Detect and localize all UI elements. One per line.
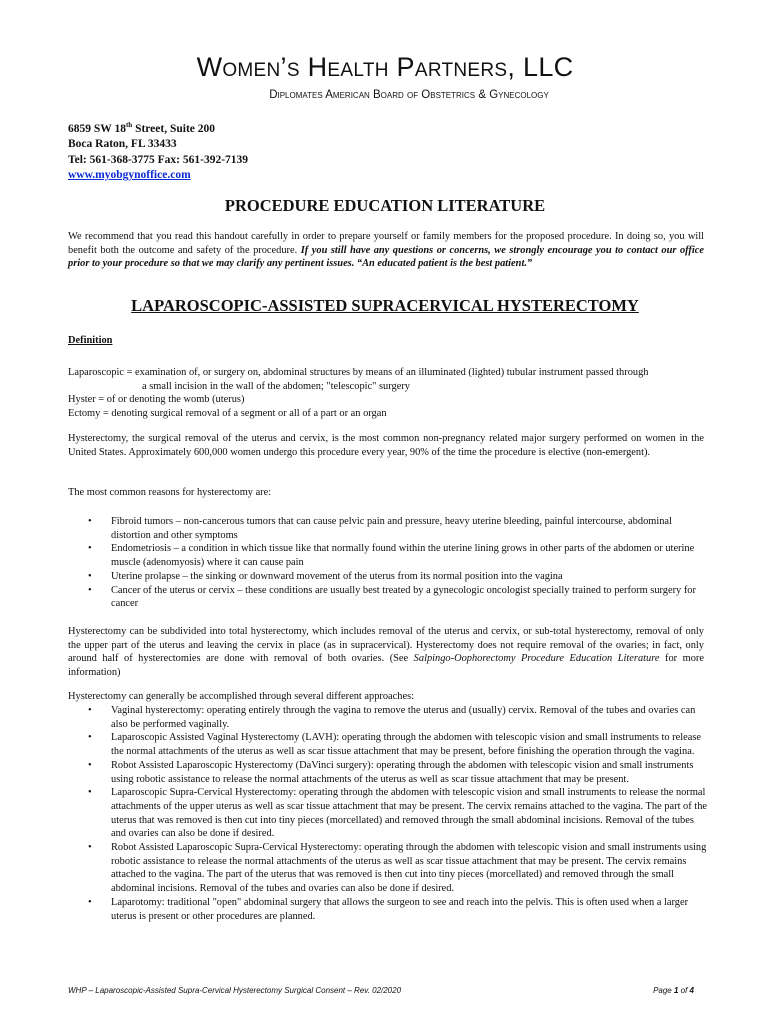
letterhead-title: Women’s Health Partners, LLC (196, 52, 574, 82)
address-line-city: Boca Raton, FL 33433 (68, 138, 177, 151)
footer-page-number: Page 1 of 4 (653, 986, 694, 995)
reasons-intro: The most common reasons for hysterectomy are: (68, 487, 272, 498)
list-item: • Robot Assisted Laparoscopic Supra-Cervical Hysterectomy: operating through the abdomen with telescopic vision and small instruments using robotic assistance to release the normal attachments of the uterus as well as scar tissue attachment that may be present. The cervix remains attached to the vagina. The part of the uterus that was removed is then cut into tiny pieces (morcellated) and removed through the small abdominal incisions. Removal of the tubes and ovaries can also be done if desired. (88, 841, 708, 896)
definition-laparoscopic-cont: a small incision in the wall of the abdomen; "telescopic" surgery (142, 380, 410, 392)
definitions-block (68, 366, 708, 421)
list-item: • Laparotomy: traditional "open" abdominal surgery that allows the surgeon to see and reach into the pelvis. This is often used when a larger uterus is present or other procedures are planned. (88, 896, 708, 923)
definition-laparoscopic: Laparoscopic = examination of, or surgery on, abdominal structures by means of an illuminated (lighted) tubular instrument passed through (68, 367, 649, 378)
literature-reference: Salpingo-Oophorectomy Procedure Education Literature (413, 653, 660, 665)
approaches-list (88, 704, 708, 923)
hysterectomy-paragraph: Hysterectomy, the surgical removal of the uterus and cervix, is the most common non-pregnancy related major surgery performed on women in the United States. Approximately 600,000 women undergo this procedure every year, 90% of the time the procedure is elective (non-emergent). (68, 433, 704, 458)
definition-ectomy: Ectomy = denoting surgical removal of a segment or all of a part or an organ (68, 408, 387, 420)
list-item: • Uterine prolapse – the sinking or downward movement of the uterus from its normal position into the vagina (88, 570, 708, 584)
definition-heading: Definition (68, 335, 113, 346)
reasons-list (88, 515, 708, 611)
procedure-heading: LAPAROSCOPIC-ASSISTED SUPRACERVICAL HYSTERECTOMY (131, 296, 639, 315)
subdivided-paragraph: Hysterectomy can be subdivided into total hysterectomy, which includes removal of the uterus and cervix, or sub-total hysterectomy, removal of only the upper part of the uterus and leaving the cervix in place (as in supracervical). Hysterectomy does not require removal of the ovaries; in fact, only around half of hysterectomies are done with removal of both ovaries. (See Salpingo-Oophorectomy Procedure Education Literature for more information) (68, 626, 704, 679)
definition-hyster: Hyster = of or denoting the womb (uterus) (68, 394, 245, 406)
list-item: • Vaginal hysterectomy: operating entirely through the vagina to remove the uterus and (usually) cervix. Removal of the tubes and ovaries can also be performed vaginally. (88, 704, 708, 731)
list-item: • Cancer of the uterus or cervix – these conditions are usually best treated by a gynecologic oncologist specially trained to perform surgery for cancer (88, 584, 708, 611)
footer-document-id: WHP – Laparoscopic-Assisted Supra-Cervical Hysterectomy Surgical Consent – Rev. 02/2020 (68, 986, 402, 995)
address-line-phone: Tel: 561-368-3775 Fax: 561-392-7139 (68, 153, 249, 166)
list-item: • Fibroid tumors – non-cancerous tumors that can cause pelvic pain and pressure, heavy uterine bleeding, painful intercourse, abdominal distortion and other symptoms (88, 515, 708, 542)
intro-paragraph: We recommend that you read this handout carefully in order to prepare yourself or family members for the proposed procedure. In doing so, you will benefit both the outcome and safety of the procedure. If you still have any questions or concerns, we strongly encourage you to contact our office prior to your procedure so that we may clarify any pertinent issues. “An educated patient is the best patient.” (68, 231, 704, 270)
approaches-intro: Hysterectomy can generally be accomplished through several different approaches: (68, 691, 415, 702)
website-link[interactable]: www.myobgynoffice.com (68, 169, 191, 182)
office-address (68, 118, 248, 184)
letterhead-subtitle: Diplomates American Board of Obstetrics & Gynecology (269, 89, 549, 101)
address-line-street: 6859 SW 18th Street, Suite 200 (68, 121, 216, 135)
list-item: • Robot Assisted Laparoscopic Hysterectomy (DaVinci surgery): operating through the abdomen with telescopic vision and small instruments using robotic assistance to release the normal attachments of the uterus as well as scar tissue attachment that may be present. (88, 759, 708, 786)
list-item: • Laparoscopic Assisted Vaginal Hysterectomy (LAVH): operating through the abdomen with telescopic vision and small instruments to release the normal attachments of the uterus as well as scar tissue attachment that may be present, before finishing the operation through the vagina. (88, 731, 708, 758)
list-item: • Endometriosis – a condition in which tissue like that normally found within the uterine lining grows in other parts of the abdomen or uterine muscle (adenomyosis) where it can cause pain (88, 542, 708, 569)
intro-emphasis: If you still have any questions or concerns, we strongly encourage you to contact our office prior to your procedure so that we may clarify any pertinent issues. “An educated patient is the best patient.” (68, 244, 704, 270)
list-item: • Laparoscopic Supra-Cervical Hysterectomy: operating through the abdomen with telescopic vision and small instruments to release the normal attachments of the upper uterus as well as scar tissue attachment that may be present. The cervix remains attached to the vagina. The part of the uterus that was removed is then cut into tiny pieces (morcellated) and removed through the small abdominal incisions. Removal of the tubes and ovaries can also be done if desired. (88, 786, 708, 841)
education-heading: PROCEDURE EDUCATION LITERATURE (224, 196, 546, 215)
